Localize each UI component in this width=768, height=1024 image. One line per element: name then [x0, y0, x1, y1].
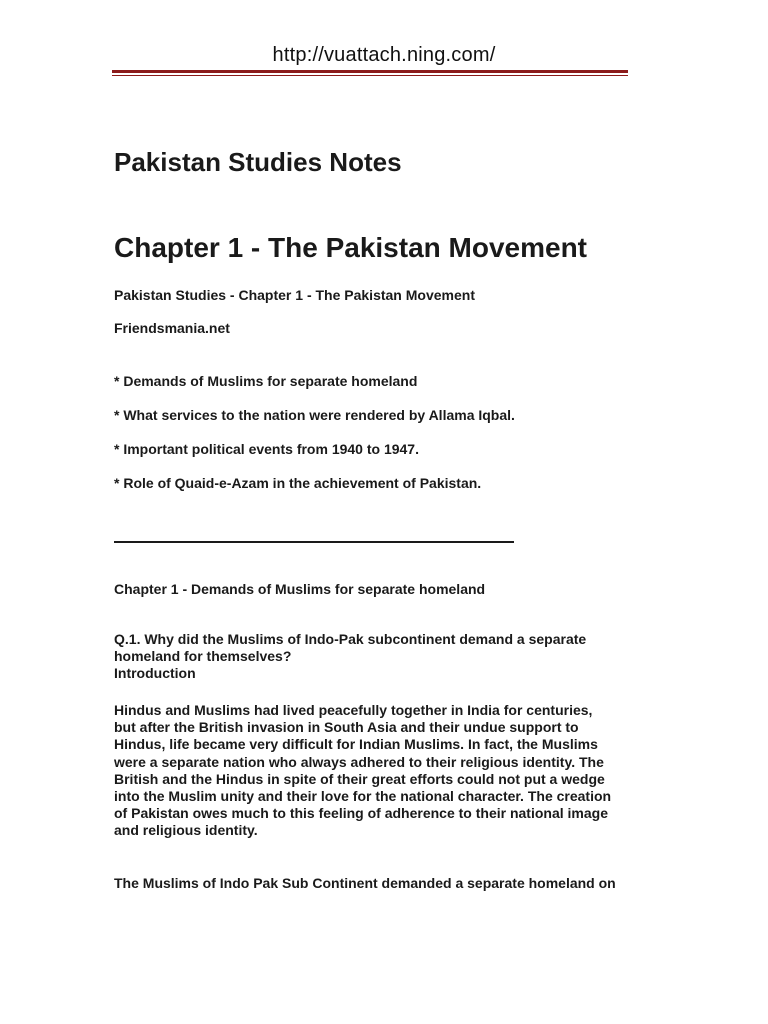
- chapter-title: Chapter 1 - The Pakistan Movement: [114, 232, 588, 263]
- document-title: Pakistan Studies Notes: [114, 147, 402, 177]
- section-separator: [114, 541, 514, 543]
- topic-item: * Role of Quaid-e-Azam in the achievement of Pakistan.: [114, 475, 482, 491]
- section-heading: Chapter 1 - Demands of Muslims for separate homeland: [114, 581, 486, 597]
- topic-item: * What services to the nation were rendered by Allama Iqbal.: [114, 407, 515, 423]
- header-url[interactable]: http://vuattach.ning.com/: [272, 44, 496, 66]
- question-line: Q.1. Why did the Muslims of Indo-Pak subcontinent demand a separate: [114, 631, 587, 647]
- question-line: homeland for themselves?: [114, 648, 292, 665]
- paragraph-line: were a separate nation who always adhered to their religious identity. The: [114, 753, 604, 770]
- paragraph-line: into the Muslim unity and their love for the national character. The creation: [114, 788, 612, 805]
- paragraph-line: Hindus and Muslims had lived peacefully together in India for centuries,: [114, 702, 593, 718]
- header-rule-thin: [112, 75, 628, 76]
- paragraph-line: but after the British invasion in South Asia and their undue support to: [114, 719, 579, 736]
- paragraph-line-last: The Muslims of Indo Pak Sub Continent demanded a separate homeland on: [114, 875, 616, 891]
- paragraph-line: and religious identity.: [114, 822, 258, 839]
- topic-item: * Important political events from 1940 to 1947.: [114, 441, 419, 457]
- document-source: Friendsmania.net: [114, 320, 230, 336]
- paragraph-line: Hindus, life became very difficult for Indian Muslims. In fact, the Muslims: [114, 736, 598, 753]
- question-block: [114, 631, 674, 683]
- topic-item: * Demands of Muslims for separate homeland: [114, 373, 418, 389]
- paragraph-line: of Pakistan owes much to this feeling of adherence to their national image: [114, 805, 608, 822]
- introduction-label: Introduction: [114, 665, 196, 682]
- header-rule-thick: [112, 70, 628, 73]
- document-subtitle: Pakistan Studies - Chapter 1 - The Pakistan Movement: [114, 287, 475, 303]
- paragraph-line: British and the Hindus in spite of their great efforts could not put a wedge: [114, 770, 605, 787]
- intro-paragraph: [114, 702, 674, 840]
